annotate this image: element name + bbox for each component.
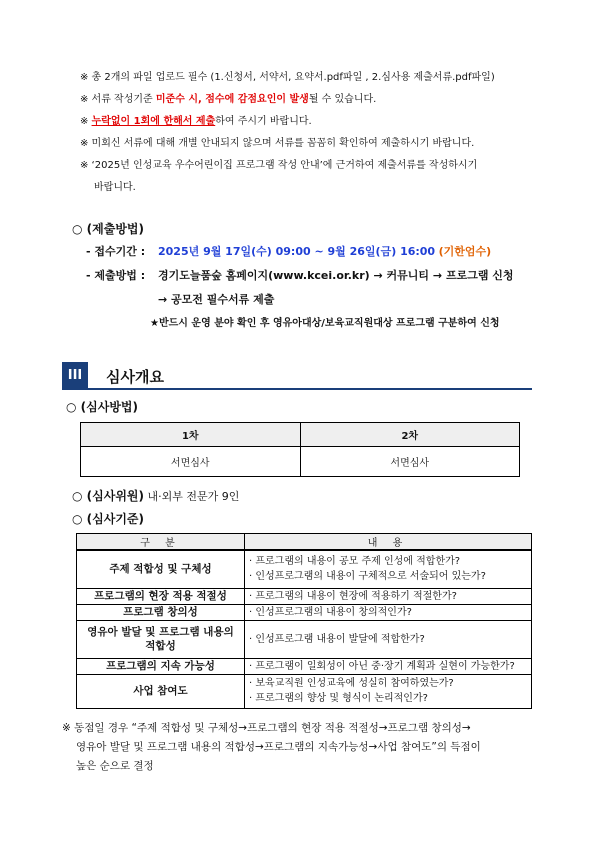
table-row	[77, 620, 532, 658]
table-header-row	[81, 423, 520, 447]
submission-period	[158, 244, 491, 260]
criteria-category: 프로그램의 지속 가능성	[77, 658, 245, 674]
review-committee-label: ○ (심사위원)	[72, 489, 144, 503]
note-guide-line1: ※ ‘2025년 인성교육 우수어린이집 프로그램 작성 안내’에 근거하여 제출서류를 작성하시기	[80, 160, 478, 171]
table-row	[81, 447, 520, 477]
criteria-category: 사업 참여도	[77, 674, 245, 708]
review-committee	[72, 488, 239, 505]
review-committee-value: 내·외부 전문가 9인	[144, 490, 240, 503]
submission-period-note: (기한엄수)	[438, 245, 492, 258]
tiebreak-line3: 높은 순으로 결정	[76, 760, 154, 772]
review-criteria-title: ○ (심사기준)	[72, 512, 144, 526]
criteria-item: · 프로그램의 내용이 현장에 적용하기 적절한가?	[249, 590, 457, 602]
submission-method-line2: → 공모전 필수서류 제출	[158, 293, 275, 306]
note-criteria-post: 될 수 있습니다.	[308, 94, 377, 105]
note-no-reply: ※ 미회신 서류에 대해 개별 안내되지 않으며 서류를 꼼꼼히 확인하여 제출하시기 바랍니다.	[80, 138, 475, 149]
criteria-item: · 프로그램의 내용이 공모 주제 인성에 적합한가?	[249, 556, 461, 568]
criteria-content	[245, 550, 532, 588]
criteria-category: 프로그램 창의성	[77, 604, 245, 620]
criteria-content	[245, 620, 532, 658]
submission-period-label: - 접수기간 :	[86, 245, 146, 258]
criteria-content	[245, 674, 532, 708]
criteria-header-category: 구 분	[77, 534, 245, 551]
review-method-title: ○ (심사방법)	[66, 400, 138, 414]
criteria-category: 영유아 발달 및 프로그램 내용의 적합성	[77, 620, 245, 658]
criteria-header-content: 내 용	[245, 534, 532, 551]
criteria-item: · 인성프로그램의 내용이 구체적으로 서술되어 있는가?	[249, 571, 486, 583]
submission-method-note: ★반드시 운영 분야 확인 후 영유아대상/보육교직원대상 프로그램 구분하여 신청	[150, 318, 500, 329]
note-once-post: 하여 주시기 바랍니다.	[215, 116, 312, 127]
note-once-red: 누락없이 1회에 한해서 제출	[91, 116, 216, 127]
criteria-category: 프로그램의 현장 적용 적절성	[77, 588, 245, 604]
tiebreak-line2: 영유아 발달 및 프로그램 내용의 적합성→프로그램의 지속가능성→사업 참여도”의 득점이	[76, 741, 481, 753]
note-guide-line2: 바랍니다.	[94, 182, 136, 193]
criteria-item: · 인성프로그램의 내용이 창의적인가?	[249, 606, 412, 618]
criteria-content	[245, 604, 532, 620]
table-row	[77, 604, 532, 620]
criteria-item: · 프로그램이 일회성이 아닌 중·장기 계획과 실현이 가능한가?	[249, 660, 515, 672]
criteria-item: · 보육교직원 인성교육에 성실히 참여하였는가?	[249, 678, 454, 689]
section-divider	[62, 388, 532, 390]
review-method-value-1: 서면심사	[81, 447, 301, 477]
criteria-item: · 인성프로그램 내용이 발달에 적합한가?	[249, 633, 425, 645]
note-once-pre: ※	[80, 116, 92, 127]
section-number-badge: III	[62, 362, 88, 388]
review-method-header-1: 1차	[81, 423, 301, 447]
tiebreak-footnote	[62, 719, 481, 776]
table-row	[77, 550, 532, 588]
note-file-upload: ※ 총 2개의 파일 업로드 필수 (1.신청서, 서약서, 요약서.pdf파일 , 2.심사용 제출서류.pdf파일)	[80, 72, 495, 83]
table-row	[77, 674, 532, 708]
submission-period-value: 2025년 9월 17일(수) 09:00 ~ 9월 26일(금) 16:00	[158, 245, 436, 258]
submission-title: ○ (제출방법)	[72, 222, 144, 236]
criteria-content	[245, 658, 532, 674]
note-criteria-red: 미준수 시, 점수에 감점요인이 발생	[155, 94, 309, 105]
table-header-row	[77, 534, 532, 551]
submission-method-line1: 경기도늘품숲 홈페이지(www.kcei.or.kr) → 커뮤니티 → 프로그램 신청	[158, 269, 514, 282]
note-criteria-warning	[80, 92, 376, 107]
table-row	[77, 588, 532, 604]
criteria-content	[245, 588, 532, 604]
table-row	[77, 658, 532, 674]
tiebreak-line1: ※ 동점일 경우 “주제 적합성 및 구체성→프로그램의 현장 적용 적절성→프로그램 창의성→	[62, 722, 471, 734]
criteria-item: · 프로그램의 향상 및 형식이 논리적인가?	[249, 693, 428, 704]
criteria-category: 주제 적합성 및 구체성	[77, 550, 245, 588]
note-criteria-pre: ※ 서류 작성기준	[80, 94, 156, 105]
note-submit-once	[80, 114, 312, 129]
submission-method-label: - 제출방법 :	[86, 269, 146, 282]
review-method-value-2: 서면심사	[300, 447, 520, 477]
review-method-table	[80, 422, 520, 477]
section-title: 심사개요	[106, 368, 164, 386]
review-method-header-2: 2차	[300, 423, 520, 447]
review-criteria-table	[76, 533, 532, 709]
